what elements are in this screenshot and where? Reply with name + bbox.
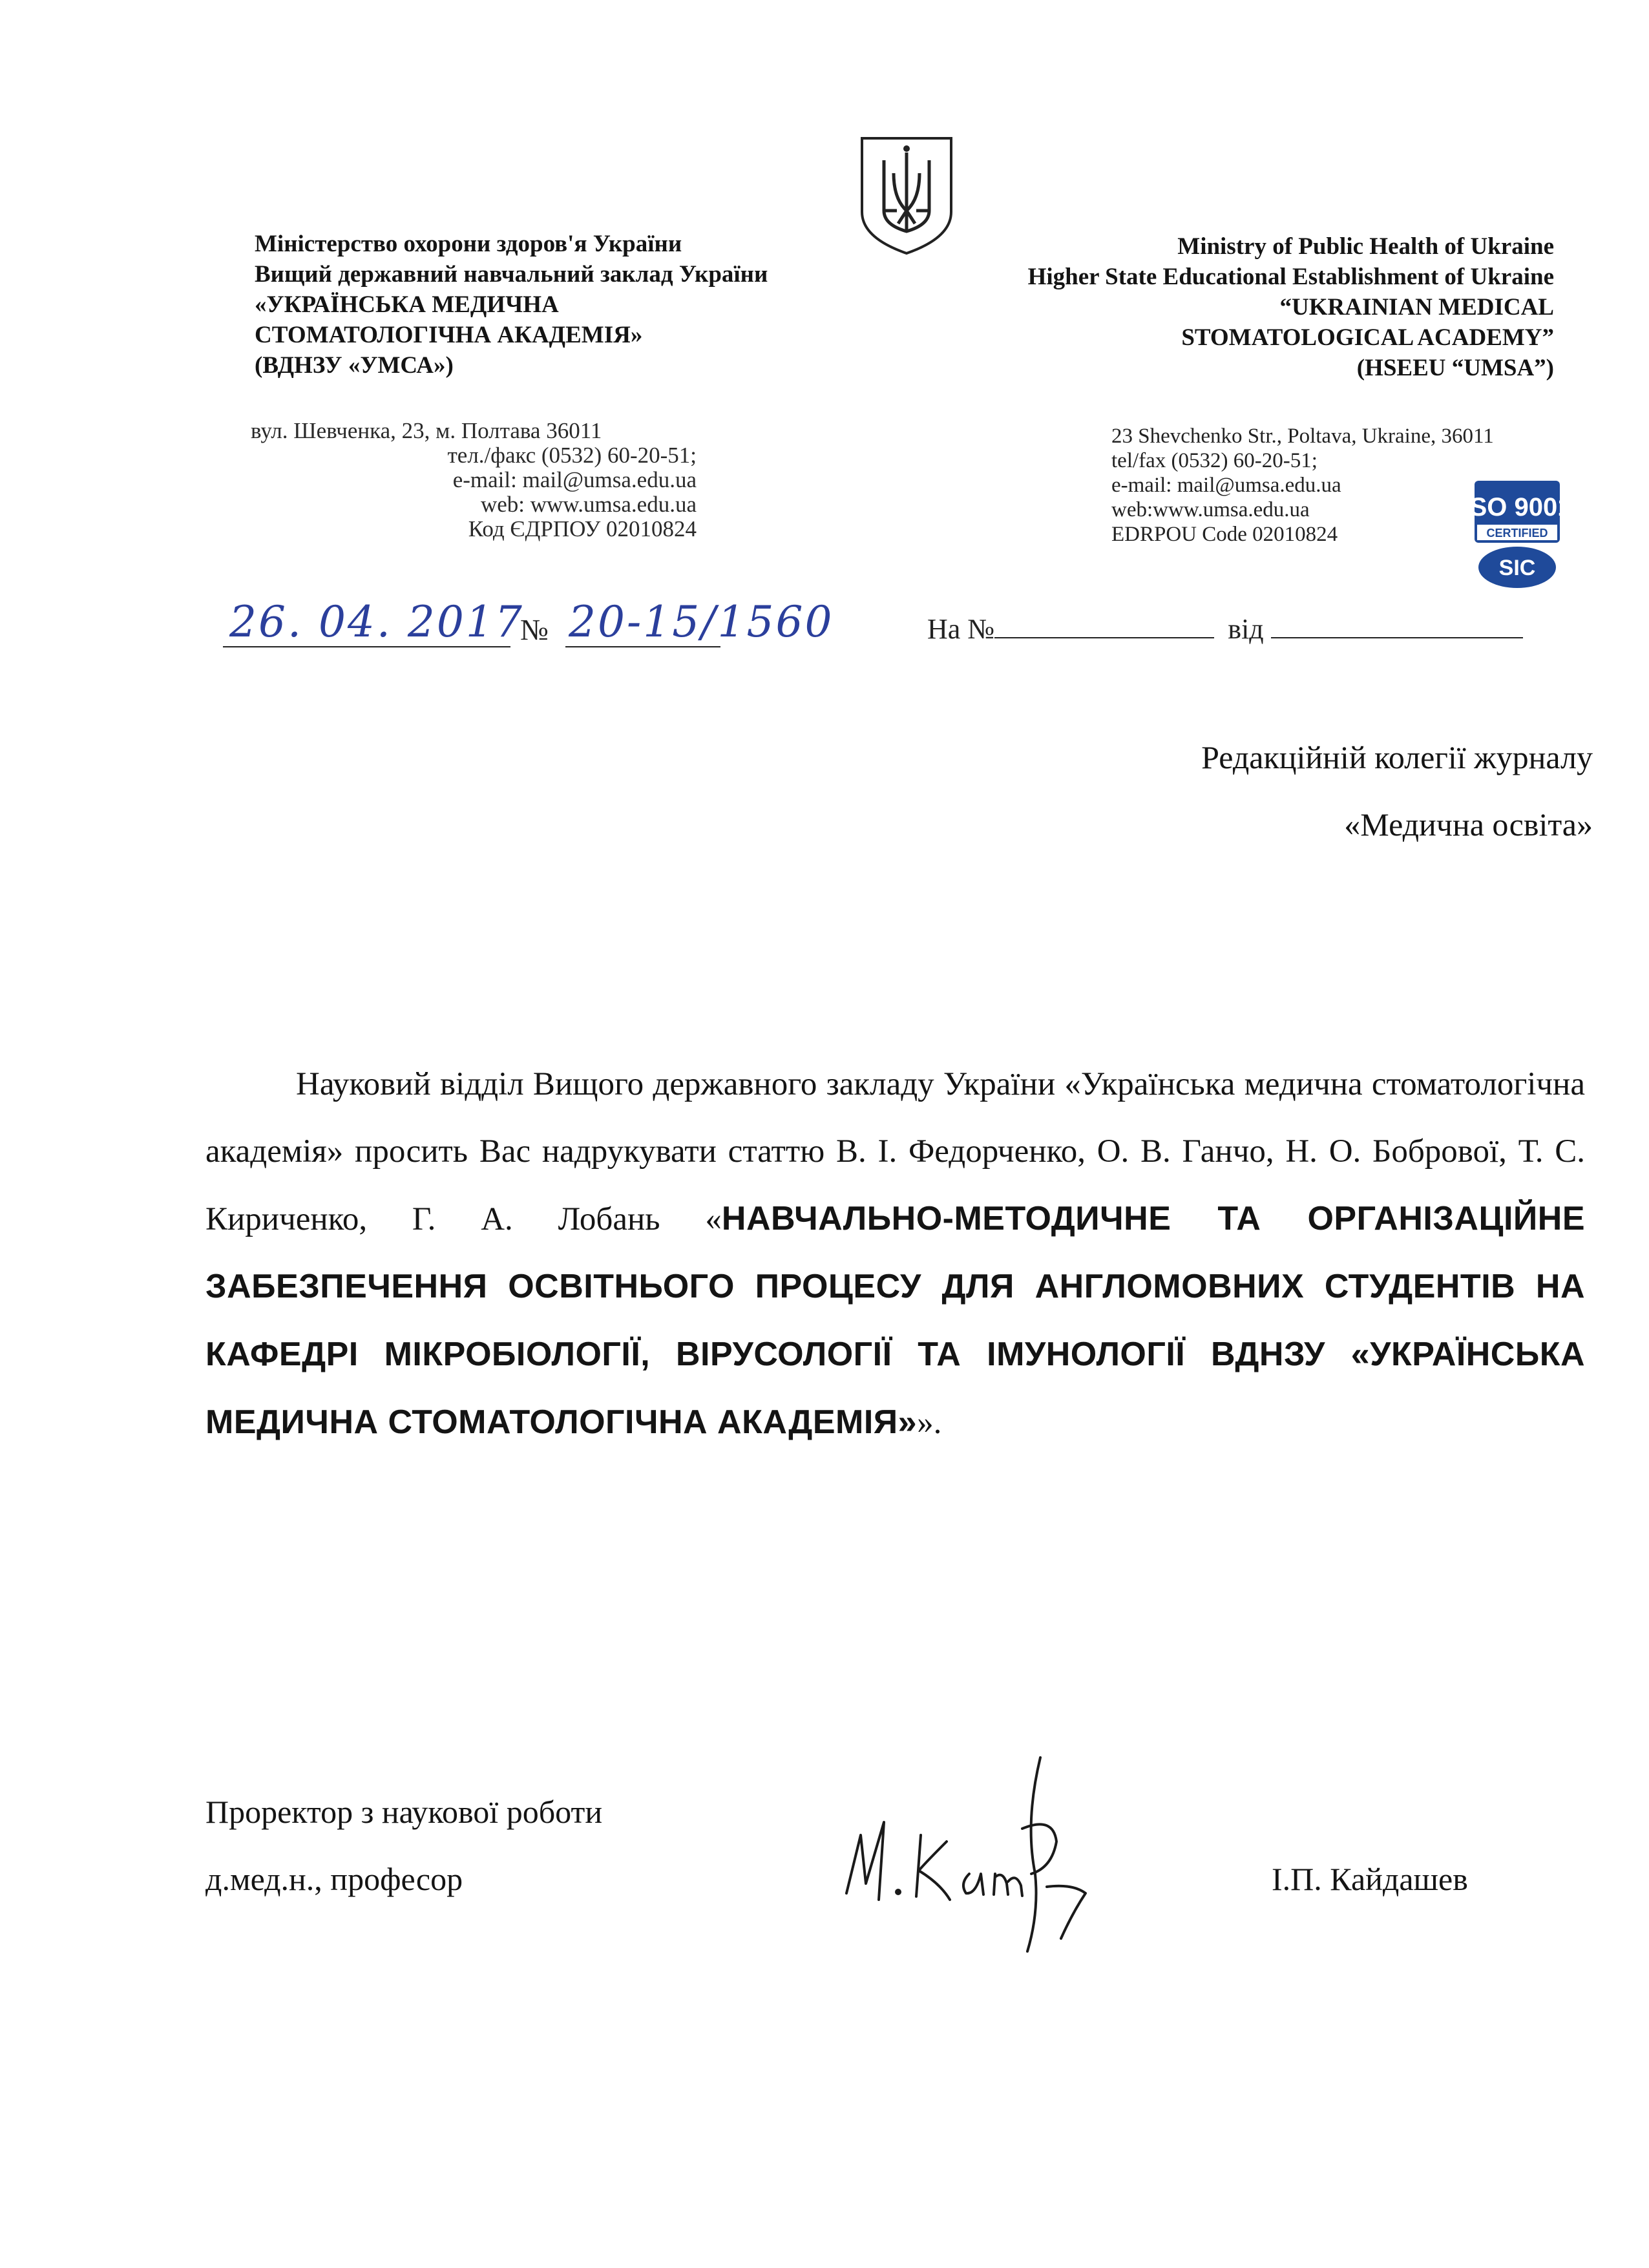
- from-label: від: [1228, 613, 1264, 645]
- header-line: Higher State Educational Establishment of Ukraine: [1027, 264, 1554, 290]
- header-line: «УКРАЇНСЬКА МЕДИЧНА: [255, 291, 559, 318]
- signatory-name: І.П. Кайдашев: [1272, 1861, 1468, 1897]
- iso-text: ISO 9001: [1462, 493, 1572, 521]
- address-phone: тел./факс (0532) 60-20-51;: [447, 443, 697, 468]
- header-ukrainian: [255, 229, 875, 381]
- header-line: Міністерство охорони здоров'я України: [255, 231, 682, 257]
- header-line: “UKRAINIAN MEDICAL: [1279, 294, 1554, 320]
- address-street: вул. Шевченка, 23, м. Полтава 36011: [251, 418, 602, 443]
- degree-line: д.мед.н., професор: [205, 1861, 463, 1897]
- reference-line: [223, 597, 1580, 651]
- address-web: web:www.umsa.edu.ua: [1111, 498, 1310, 521]
- address-email: e-mail: mail@umsa.edu.ua: [1111, 474, 1341, 497]
- iso-certification-icon: [1462, 478, 1572, 592]
- incoming-number-blank: [994, 611, 1214, 638]
- header-line: (ВДНЗУ «УМСА»): [255, 352, 454, 379]
- addressee: [905, 724, 1593, 858]
- address-email: e-mail: mail@umsa.edu.ua: [452, 467, 697, 492]
- header-line: Вищий державний навчальний заклад України: [255, 261, 768, 288]
- addressee-line: Редакційній колегії журналу: [1201, 739, 1593, 775]
- outgoing-date: 26. 04. 2017: [229, 597, 524, 647]
- number-underline: [565, 646, 720, 647]
- incoming-date-blank: [1271, 611, 1523, 638]
- address-code: Код ЄДРПОУ 02010824: [468, 516, 697, 541]
- position-line: Проректор з наукової роботи: [205, 1794, 603, 1830]
- incoming-label: На №: [927, 613, 995, 645]
- signatory-position: [205, 1778, 602, 1913]
- address-web: web: www.umsa.edu.ua: [480, 492, 697, 517]
- address-code: EDRPOU Code 02010824: [1111, 523, 1338, 546]
- address-street: 23 Shevchenko Str., Poltava, Ukraine, 36011: [1111, 425, 1494, 448]
- letter-body: [205, 1051, 1585, 1456]
- body-ending: ».: [917, 1405, 942, 1441]
- article-title: НАВЧАЛЬНО-МЕТОДИЧНЕ ТА ОРГАНІЗАЦІЙНЕ ЗАБЕЗПЕЧЕННЯ ОСВІТНЬОГО ПРОЦЕСУ ДЛЯ АНГЛОМОВНИХ СТУДЕНТІВ НА КАФЕДРІ МІКРОБІОЛОГІЇ, ВІРУСОЛОГІЇ ТА ІМУНОЛОГІЇ ВДНЗУ «УКРАЇНСЬКА МЕДИЧНА СТОМАТОЛОГІЧНА АКАДЕМІЯ»: [205, 1200, 1586, 1441]
- incoming-reference: [927, 611, 1523, 646]
- addressee-journal: «Медична освіта»: [1344, 806, 1593, 843]
- handwritten-signature: [834, 1745, 1111, 1958]
- iso-certified-text: CERTIFIED: [1486, 527, 1548, 540]
- outgoing-number: 20-15/1560: [569, 597, 834, 647]
- header-line: (HSEEU “UMSA”): [1356, 355, 1554, 381]
- body-intro: Науковий відділ Вищого державного закладу України «Українська медична стоматологічна академія» просить Вас надрукувати статтю В. І. Федорченко, О. В. Ганчо, Н. О. Бобрової, Т. С. Кириченко, Г. А. Лобань «: [205, 1066, 1585, 1237]
- date-underline: [223, 646, 510, 647]
- header-english: [840, 231, 1554, 383]
- address-ukrainian: [251, 419, 697, 541]
- header-line: СТОМАТОЛОГІЧНА АКАДЕМІЯ»: [255, 322, 643, 348]
- number-sign: №: [520, 613, 549, 646]
- address-phone: tel/fax (0532) 60-20-51;: [1111, 449, 1318, 472]
- iso-sic-text: SIC: [1498, 556, 1536, 580]
- header-line: Ministry of Public Health of Ukraine: [1177, 233, 1554, 260]
- header-line: STOMATOLOGICAL ACADEMY”: [1181, 324, 1554, 351]
